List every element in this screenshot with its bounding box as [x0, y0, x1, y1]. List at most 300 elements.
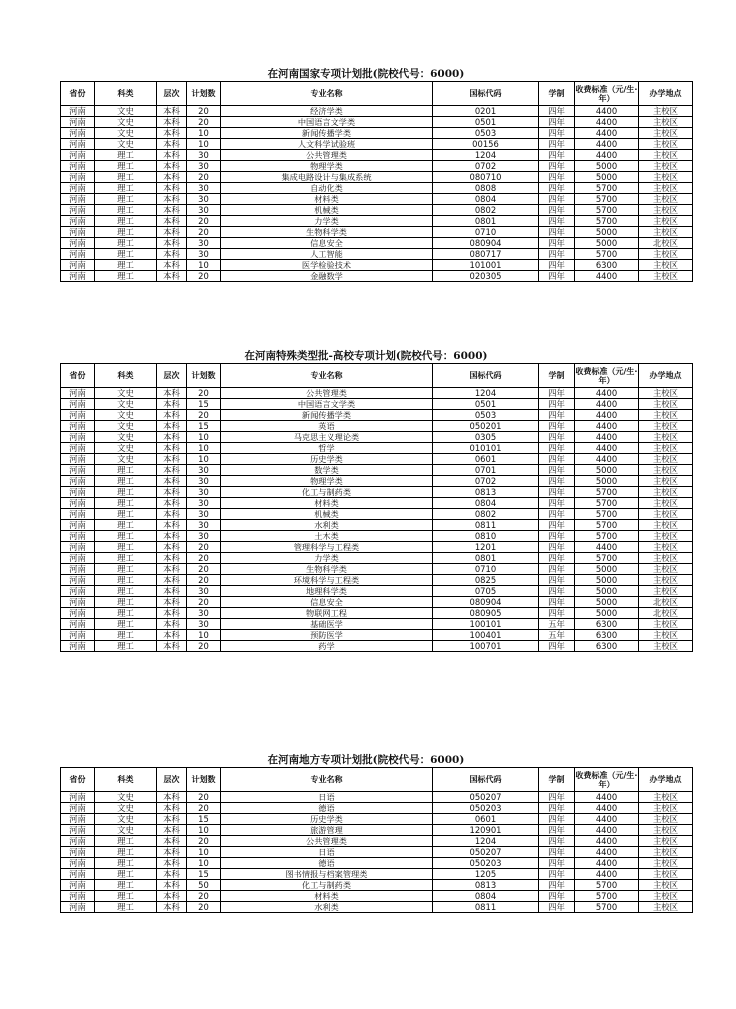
- province-cell: 河南: [61, 432, 95, 443]
- fee-cell: 4400: [575, 421, 639, 432]
- fee-cell: 6300: [575, 619, 639, 630]
- province-cell: 河南: [61, 553, 95, 564]
- major-name-cell: 物理学类: [221, 476, 433, 487]
- plan-count-cell: 10: [187, 443, 221, 454]
- table-row: [61, 227, 693, 238]
- province-cell: 河南: [61, 183, 95, 194]
- national-code-cell: 0811: [433, 520, 539, 531]
- duration-cell: 四年: [539, 172, 575, 183]
- fee-cell: 4400: [575, 847, 639, 858]
- national-code-cell: 0503: [433, 128, 539, 139]
- duration-cell: 四年: [539, 183, 575, 194]
- province-cell: 河南: [61, 847, 95, 858]
- plan-count-cell: 20: [187, 891, 221, 902]
- fee-cell: 4400: [575, 410, 639, 421]
- campus-cell: 主校区: [639, 520, 693, 531]
- duration-cell: 五年: [539, 630, 575, 641]
- category-cell: 文史: [95, 421, 157, 432]
- province-cell: 河南: [61, 476, 95, 487]
- table-row: [61, 487, 693, 498]
- category-cell: 理工: [95, 465, 157, 476]
- category-cell: 理工: [95, 216, 157, 227]
- duration-cell: 四年: [539, 597, 575, 608]
- major-name-cell: 信息安全: [221, 238, 433, 249]
- category-cell: 文史: [95, 399, 157, 410]
- major-name-cell: 水利类: [221, 902, 433, 913]
- campus-cell: 主校区: [639, 249, 693, 260]
- level-cell: 本科: [157, 814, 187, 825]
- major-name-cell: 力学类: [221, 553, 433, 564]
- duration-cell: 四年: [539, 139, 575, 150]
- level-cell: 本科: [157, 825, 187, 836]
- fee-cell: 4400: [575, 388, 639, 399]
- duration-cell: 四年: [539, 271, 575, 282]
- category-cell: 理工: [95, 891, 157, 902]
- category-cell: 文史: [95, 454, 157, 465]
- national-code-cell: 050203: [433, 858, 539, 869]
- province-cell: 河南: [61, 641, 95, 652]
- campus-cell: 主校区: [639, 150, 693, 161]
- major-name-cell: 生物科学类: [221, 227, 433, 238]
- category-cell: 理工: [95, 880, 157, 891]
- fee-cell: 6300: [575, 641, 639, 652]
- national-code-cell: 1205: [433, 869, 539, 880]
- category-cell: 理工: [95, 260, 157, 271]
- duration-header: 学制: [539, 82, 575, 106]
- fee-cell: 5700: [575, 902, 639, 913]
- national-code-cell: 0825: [433, 575, 539, 586]
- fee-cell: 4400: [575, 803, 639, 814]
- section-title: 在河南特殊类型批-高校专项计划(院校代号：6000): [244, 350, 488, 362]
- table-row: [61, 410, 693, 421]
- section-local-special-plan: [60, 754, 682, 913]
- category-cell: 文史: [95, 410, 157, 421]
- campus-cell: 主校区: [639, 443, 693, 454]
- table-row: [61, 564, 693, 575]
- fee-cell: 5000: [575, 575, 639, 586]
- duration-cell: 四年: [539, 902, 575, 913]
- national-code-cell: 010101: [433, 443, 539, 454]
- campus-cell: 主校区: [639, 183, 693, 194]
- fee-cell: 4400: [575, 271, 639, 282]
- plan-count-cell: 10: [187, 847, 221, 858]
- province-cell: 河南: [61, 205, 95, 216]
- province-cell: 河南: [61, 260, 95, 271]
- category-cell: 理工: [95, 161, 157, 172]
- duration-cell: 四年: [539, 432, 575, 443]
- level-cell: 本科: [157, 498, 187, 509]
- duration-cell: 四年: [539, 161, 575, 172]
- plan-count-cell: 20: [187, 553, 221, 564]
- level-cell: 本科: [157, 260, 187, 271]
- plan-count-cell: 10: [187, 858, 221, 869]
- category-cell: 理工: [95, 150, 157, 161]
- province-cell: 河南: [61, 194, 95, 205]
- category-cell: 理工: [95, 542, 157, 553]
- campus-cell: 主校区: [639, 421, 693, 432]
- national-code-cell: 1201: [433, 542, 539, 553]
- table-row: [61, 586, 693, 597]
- level-cell: 本科: [157, 216, 187, 227]
- major-name-cell: 预防医学: [221, 630, 433, 641]
- fee-cell: 4400: [575, 399, 639, 410]
- major-name-cell: 数学类: [221, 465, 433, 476]
- table-row: [61, 465, 693, 476]
- major-name-cell: 集成电路设计与集成系统: [221, 172, 433, 183]
- campus-cell: 主校区: [639, 542, 693, 553]
- table-row: [61, 520, 693, 531]
- table-row: [61, 205, 693, 216]
- province-cell: 河南: [61, 803, 95, 814]
- level-cell: 本科: [157, 271, 187, 282]
- category-cell: 理工: [95, 641, 157, 652]
- national-code-cell: 0808: [433, 183, 539, 194]
- fee-cell: 4400: [575, 836, 639, 847]
- national-code-cell: 0802: [433, 509, 539, 520]
- level-cell: 本科: [157, 630, 187, 641]
- category-cell: 理工: [95, 238, 157, 249]
- campus-cell: 主校区: [639, 836, 693, 847]
- national-code-cell: 0701: [433, 465, 539, 476]
- fee-cell: 6300: [575, 630, 639, 641]
- duration-cell: 四年: [539, 553, 575, 564]
- level-cell: 本科: [157, 520, 187, 531]
- national-code-cell: 0810: [433, 531, 539, 542]
- level-cell: 本科: [157, 205, 187, 216]
- plan-count-cell: 20: [187, 271, 221, 282]
- table-row: [61, 443, 693, 454]
- fee-cell: 4400: [575, 443, 639, 454]
- plan-count-cell: 50: [187, 880, 221, 891]
- plan-count-cell: 30: [187, 520, 221, 531]
- campus-cell: 主校区: [639, 476, 693, 487]
- duration-cell: 四年: [539, 847, 575, 858]
- category-cell: 文史: [95, 814, 157, 825]
- national-code-cell: 0811: [433, 902, 539, 913]
- major-name-cell: 材料类: [221, 498, 433, 509]
- plan-count-cell: 30: [187, 608, 221, 619]
- major-name-cell: 生物科学类: [221, 564, 433, 575]
- campus-cell: 主校区: [639, 454, 693, 465]
- national-code-cell: 0804: [433, 891, 539, 902]
- plan-count-cell: 30: [187, 238, 221, 249]
- campus-cell: 主校区: [639, 410, 693, 421]
- plan-count-cell: 30: [187, 161, 221, 172]
- table-row: [61, 388, 693, 399]
- fee-cell: 5000: [575, 238, 639, 249]
- province-cell: 河南: [61, 388, 95, 399]
- major-name-cell: 自动化类: [221, 183, 433, 194]
- table-row: [61, 172, 693, 183]
- level-cell: 本科: [157, 465, 187, 476]
- level-cell: 本科: [157, 399, 187, 410]
- table-row: [61, 238, 693, 249]
- national-code-cell: 0804: [433, 194, 539, 205]
- category-cell: 理工: [95, 564, 157, 575]
- plan-count-cell: 30: [187, 586, 221, 597]
- campus-cell: 主校区: [639, 630, 693, 641]
- table-row: [61, 117, 693, 128]
- major-name-cell: 力学类: [221, 216, 433, 227]
- level-cell: 本科: [157, 902, 187, 913]
- section-university-special-plan: [60, 350, 682, 652]
- duration-cell: 五年: [539, 619, 575, 630]
- plan-count-cell: 20: [187, 803, 221, 814]
- duration-cell: 四年: [539, 891, 575, 902]
- campus-cell: 主校区: [639, 487, 693, 498]
- major-name-cell: 机械类: [221, 509, 433, 520]
- national-code-cell: 0710: [433, 564, 539, 575]
- duration-cell: 四年: [539, 388, 575, 399]
- duration-cell: 四年: [539, 128, 575, 139]
- national-code-cell: 0501: [433, 117, 539, 128]
- table-row: [61, 139, 693, 150]
- level-cell: 本科: [157, 487, 187, 498]
- campus-cell: 北校区: [639, 608, 693, 619]
- plan-count-cell: 20: [187, 410, 221, 421]
- campus-cell: 主校区: [639, 106, 693, 117]
- plan-count-cell: 10: [187, 630, 221, 641]
- duration-cell: 四年: [539, 814, 575, 825]
- national-code-cell: 1204: [433, 150, 539, 161]
- table-row: [61, 792, 693, 803]
- level-cell: 本科: [157, 608, 187, 619]
- level-cell: 本科: [157, 531, 187, 542]
- campus-cell: 主校区: [639, 825, 693, 836]
- table-row: [61, 150, 693, 161]
- major-name-cell: 日语: [221, 847, 433, 858]
- level-cell: 本科: [157, 432, 187, 443]
- plan-count-cell: 10: [187, 432, 221, 443]
- national-code-header: 国标代码: [433, 364, 539, 388]
- major-name-cell: 水利类: [221, 520, 433, 531]
- category-cell: 理工: [95, 597, 157, 608]
- campus-cell: 主校区: [639, 902, 693, 913]
- province-cell: 河南: [61, 608, 95, 619]
- category-cell: 文史: [95, 139, 157, 150]
- table-row: [61, 836, 693, 847]
- table-row: [61, 891, 693, 902]
- category-cell: 文史: [95, 792, 157, 803]
- plan-count-cell: 30: [187, 249, 221, 260]
- category-header: 科类: [95, 364, 157, 388]
- category-cell: 理工: [95, 836, 157, 847]
- category-cell: 理工: [95, 271, 157, 282]
- category-cell: 文史: [95, 106, 157, 117]
- duration-cell: 四年: [539, 792, 575, 803]
- duration-cell: 四年: [539, 421, 575, 432]
- fee-cell: 5000: [575, 227, 639, 238]
- category-cell: 理工: [95, 509, 157, 520]
- campus-cell: 主校区: [639, 641, 693, 652]
- level-cell: 本科: [157, 586, 187, 597]
- campus-cell: 主校区: [639, 388, 693, 399]
- campus-cell: 主校区: [639, 128, 693, 139]
- level-cell: 本科: [157, 388, 187, 399]
- province-cell: 河南: [61, 150, 95, 161]
- national-code-cell: 0801: [433, 216, 539, 227]
- fee-cell: 5700: [575, 891, 639, 902]
- campus-cell: 主校区: [639, 216, 693, 227]
- major-name-cell: 药学: [221, 641, 433, 652]
- fee-cell: 4400: [575, 825, 639, 836]
- fee-cell: 4400: [575, 454, 639, 465]
- plan-count-cell: 20: [187, 227, 221, 238]
- category-cell: 文史: [95, 128, 157, 139]
- national-code-cell: 1204: [433, 388, 539, 399]
- campus-cell: 主校区: [639, 498, 693, 509]
- level-cell: 本科: [157, 249, 187, 260]
- category-cell: 理工: [95, 194, 157, 205]
- major-name-cell: 人文科学试验班: [221, 139, 433, 150]
- national-code-cell: 0601: [433, 814, 539, 825]
- national-code-cell: 1204: [433, 836, 539, 847]
- level-cell: 本科: [157, 227, 187, 238]
- campus-cell: 主校区: [639, 205, 693, 216]
- level-cell: 本科: [157, 117, 187, 128]
- national-code-cell: 120901: [433, 825, 539, 836]
- province-cell: 河南: [61, 792, 95, 803]
- plan-count-cell: 20: [187, 902, 221, 913]
- category-cell: 理工: [95, 249, 157, 260]
- major-name-cell: 图书情报与档案管理类: [221, 869, 433, 880]
- fee-cell: 5000: [575, 586, 639, 597]
- fee-cell: 5700: [575, 249, 639, 260]
- table-row: [61, 542, 693, 553]
- major-name-cell: 机械类: [221, 205, 433, 216]
- major-name-cell: 地理科学类: [221, 586, 433, 597]
- table-row: [61, 399, 693, 410]
- province-cell: 河南: [61, 139, 95, 150]
- major-name-header: 专业名称: [221, 364, 433, 388]
- province-cell: 河南: [61, 498, 95, 509]
- table-row: [61, 509, 693, 520]
- duration-header: 学制: [539, 364, 575, 388]
- major-name-cell: 信息安全: [221, 597, 433, 608]
- duration-cell: 四年: [539, 205, 575, 216]
- table-row: [61, 880, 693, 891]
- fee-cell: 5700: [575, 520, 639, 531]
- level-cell: 本科: [157, 172, 187, 183]
- plan-count-cell: 30: [187, 531, 221, 542]
- plan-count-cell: 20: [187, 542, 221, 553]
- fee-standard-header: 收费标准（元/生·年）: [575, 364, 639, 388]
- national-code-cell: 0503: [433, 410, 539, 421]
- fee-cell: 4400: [575, 117, 639, 128]
- campus-cell: 主校区: [639, 260, 693, 271]
- section-national-special-plan: [60, 68, 682, 282]
- national-code-header: 国标代码: [433, 82, 539, 106]
- table-row: [61, 161, 693, 172]
- level-cell: 本科: [157, 891, 187, 902]
- national-code-cell: 0804: [433, 498, 539, 509]
- campus-cell: 主校区: [639, 564, 693, 575]
- category-header: 科类: [95, 768, 157, 792]
- category-cell: 理工: [95, 586, 157, 597]
- province-cell: 河南: [61, 410, 95, 421]
- major-name-cell: 金融数学: [221, 271, 433, 282]
- province-cell: 河南: [61, 575, 95, 586]
- campus-cell: 北校区: [639, 597, 693, 608]
- category-cell: 文史: [95, 803, 157, 814]
- fee-cell: 4400: [575, 139, 639, 150]
- plan-count-cell: 20: [187, 388, 221, 399]
- level-cell: 本科: [157, 564, 187, 575]
- table-row: [61, 902, 693, 913]
- category-cell: 理工: [95, 227, 157, 238]
- table-row: [61, 216, 693, 227]
- fee-cell: 5000: [575, 564, 639, 575]
- duration-cell: 四年: [539, 487, 575, 498]
- major-name-cell: 公共管理类: [221, 150, 433, 161]
- duration-cell: 四年: [539, 858, 575, 869]
- duration-cell: 四年: [539, 564, 575, 575]
- major-name-cell: 中国语言文学类: [221, 117, 433, 128]
- plan-table: [60, 81, 693, 282]
- table-row: [61, 106, 693, 117]
- province-cell: 河南: [61, 902, 95, 913]
- major-name-cell: 德语: [221, 858, 433, 869]
- campus-cell: 主校区: [639, 553, 693, 564]
- category-cell: 文史: [95, 117, 157, 128]
- fee-cell: 5700: [575, 531, 639, 542]
- fee-cell: 5000: [575, 476, 639, 487]
- duration-cell: 四年: [539, 836, 575, 847]
- fee-cell: 5000: [575, 608, 639, 619]
- national-code-cell: 0813: [433, 487, 539, 498]
- major-name-cell: 物联网工程: [221, 608, 433, 619]
- level-cell: 本科: [157, 880, 187, 891]
- category-cell: 文史: [95, 432, 157, 443]
- level-cell: 本科: [157, 410, 187, 421]
- duration-cell: 四年: [539, 106, 575, 117]
- plan-count-cell: 30: [187, 183, 221, 194]
- province-cell: 河南: [61, 531, 95, 542]
- national-code-cell: 080717: [433, 249, 539, 260]
- major-name-cell: 公共管理类: [221, 836, 433, 847]
- fee-cell: 5000: [575, 597, 639, 608]
- major-name-cell: 新闻传播学类: [221, 410, 433, 421]
- category-cell: 理工: [95, 869, 157, 880]
- category-header: 科类: [95, 82, 157, 106]
- province-cell: 河南: [61, 825, 95, 836]
- plan-count-cell: 30: [187, 194, 221, 205]
- duration-cell: 四年: [539, 608, 575, 619]
- level-cell: 本科: [157, 454, 187, 465]
- fee-standard-header: 收费标准（元/生·年）: [575, 82, 639, 106]
- duration-cell: 四年: [539, 399, 575, 410]
- plan-count-cell: 30: [187, 150, 221, 161]
- province-cell: 河南: [61, 421, 95, 432]
- province-header: 省份: [61, 768, 95, 792]
- level-cell: 本科: [157, 476, 187, 487]
- national-code-cell: 050207: [433, 792, 539, 803]
- fee-cell: 5700: [575, 216, 639, 227]
- major-name-cell: 材料类: [221, 891, 433, 902]
- duration-cell: 四年: [539, 825, 575, 836]
- province-cell: 河南: [61, 836, 95, 847]
- national-code-cell: 0705: [433, 586, 539, 597]
- plan-count-cell: 10: [187, 128, 221, 139]
- category-cell: 文史: [95, 825, 157, 836]
- duration-cell: 四年: [539, 194, 575, 205]
- level-cell: 本科: [157, 597, 187, 608]
- major-name-cell: 土木类: [221, 531, 433, 542]
- table-row: [61, 194, 693, 205]
- category-cell: 文史: [95, 443, 157, 454]
- level-cell: 本科: [157, 792, 187, 803]
- table-row: [61, 814, 693, 825]
